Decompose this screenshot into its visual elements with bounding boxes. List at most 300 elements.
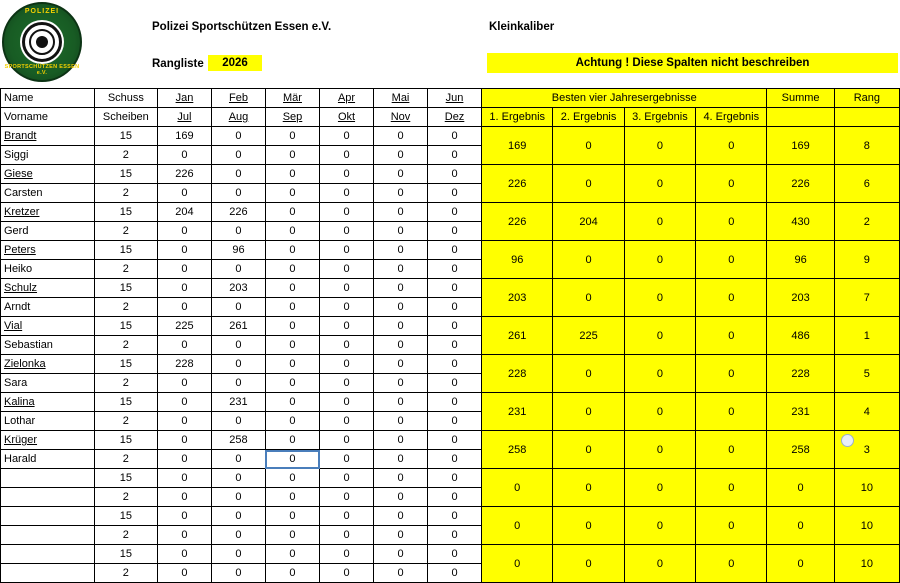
- row-month-2-5[interactable]: 0: [374, 146, 428, 165]
- row-schuss[interactable]: 15: [94, 545, 157, 564]
- row-schuss[interactable]: 15: [94, 203, 157, 222]
- row-month-2-4[interactable]: 0: [320, 146, 374, 165]
- row-month-1-6[interactable]: 0: [428, 127, 482, 146]
- row-summe: 0: [767, 469, 834, 507]
- row-month-1-4[interactable]: 0: [320, 469, 374, 488]
- row-month-1-4[interactable]: 0: [320, 545, 374, 564]
- row-month-1-5[interactable]: 0: [374, 469, 428, 488]
- row-best-1: 169: [482, 127, 553, 165]
- row-best-2: 0: [553, 393, 624, 431]
- row-best-1: 231: [482, 393, 553, 431]
- row-month-2-5[interactable]: 0: [374, 222, 428, 241]
- row-month-2-2[interactable]: 0: [211, 526, 265, 545]
- header-schuss: Schuss: [94, 89, 157, 108]
- table-row[interactable]: [1, 355, 900, 374]
- row-vorname[interactable]: Lothar: [1, 412, 95, 431]
- row-scheiben[interactable]: 2: [94, 412, 157, 431]
- row-month-2-5[interactable]: 0: [374, 336, 428, 355]
- row-month-1-2[interactable]: 0: [211, 165, 265, 184]
- row-month-2-3[interactable]: 0: [265, 488, 319, 507]
- row-month-1-6[interactable]: 0: [428, 545, 482, 564]
- row-name[interactable]: [1, 507, 95, 526]
- row-month-1-2[interactable]: 261: [211, 317, 265, 336]
- row-month-2-3[interactable]: 0: [265, 526, 319, 545]
- row-best-4: 0: [696, 393, 767, 431]
- row-month-2-1[interactable]: 0: [157, 450, 211, 469]
- header-best-4: 4. Ergebnis: [696, 108, 767, 127]
- row-month-1-6[interactable]: 0: [428, 165, 482, 184]
- row-schuss[interactable]: 15: [94, 469, 157, 488]
- row-best-3: 0: [624, 241, 695, 279]
- row-summe: 0: [767, 507, 834, 545]
- row-summe: 0: [767, 545, 834, 583]
- row-month-2-2[interactable]: 0: [211, 146, 265, 165]
- row-month-1-1[interactable]: 169: [157, 127, 211, 146]
- row-rang: 2: [834, 203, 899, 241]
- row-month-1-3[interactable]: 0: [265, 279, 319, 298]
- row-month-1-5[interactable]: 0: [374, 279, 428, 298]
- row-rang: 5: [834, 355, 899, 393]
- warning-banner: Achtung ! Diese Spalten nicht beschreiben: [487, 53, 898, 73]
- row-scheiben[interactable]: 2: [94, 222, 157, 241]
- row-rang: 7: [834, 279, 899, 317]
- row-name[interactable]: Peters: [1, 241, 95, 260]
- row-month-1-6[interactable]: 0: [428, 241, 482, 260]
- table-header-row-1: [1, 89, 900, 108]
- row-rang: 9: [834, 241, 899, 279]
- row-best-2: 225: [553, 317, 624, 355]
- header2-okt: Okt: [320, 108, 374, 127]
- row-month-1-6[interactable]: 0: [428, 431, 482, 450]
- row-month-1-2[interactable]: 96: [211, 241, 265, 260]
- year-cell[interactable]: 2026: [208, 55, 262, 71]
- table-row[interactable]: [1, 393, 900, 412]
- row-best-1: 0: [482, 545, 553, 583]
- row-month-2-4[interactable]: 0: [320, 564, 374, 583]
- header-best-1: 1. Ergebnis: [482, 108, 553, 127]
- row-month-1-5[interactable]: 0: [374, 317, 428, 336]
- row-month-1-4[interactable]: 0: [320, 279, 374, 298]
- row-rang: 3: [834, 431, 899, 469]
- row-name[interactable]: Krüger: [1, 431, 95, 450]
- row-month-2-1[interactable]: 0: [157, 374, 211, 393]
- row-vorname[interactable]: [1, 488, 95, 507]
- row-month-1-2[interactable]: 203: [211, 279, 265, 298]
- header-jan: Jan: [157, 89, 211, 108]
- row-month-1-3[interactable]: 0: [265, 507, 319, 526]
- table-row[interactable]: [1, 317, 900, 336]
- row-month-2-4[interactable]: 0: [320, 412, 374, 431]
- row-best-3: 0: [624, 317, 695, 355]
- row-month-2-4[interactable]: 0: [320, 526, 374, 545]
- row-schuss[interactable]: 15: [94, 279, 157, 298]
- row-month-2-4[interactable]: 0: [320, 336, 374, 355]
- row-month-2-3[interactable]: 0: [265, 450, 319, 469]
- row-rang: 6: [834, 165, 899, 203]
- row-schuss[interactable]: 15: [94, 127, 157, 146]
- row-name[interactable]: Giese: [1, 165, 95, 184]
- row-scheiben[interactable]: 2: [94, 488, 157, 507]
- row-month-2-1[interactable]: 0: [157, 222, 211, 241]
- header2-nov: Nov: [374, 108, 428, 127]
- row-month-1-3[interactable]: 0: [265, 241, 319, 260]
- row-best-2: 0: [553, 279, 624, 317]
- row-best-1: 203: [482, 279, 553, 317]
- comment-indicator-icon: [841, 434, 854, 447]
- table-header-row-2: [1, 108, 900, 127]
- row-month-1-5[interactable]: 0: [374, 355, 428, 374]
- row-summe: 430: [767, 203, 834, 241]
- row-month-2-6[interactable]: 0: [428, 412, 482, 431]
- row-best-4: 0: [696, 507, 767, 545]
- row-month-1-4[interactable]: 0: [320, 317, 374, 336]
- table-row[interactable]: [1, 507, 900, 526]
- row-month-2-2[interactable]: 0: [211, 412, 265, 431]
- row-month-2-4[interactable]: 0: [320, 260, 374, 279]
- row-month-2-1[interactable]: 0: [157, 184, 211, 203]
- row-best-1: 228: [482, 355, 553, 393]
- row-month-2-5[interactable]: 0: [374, 184, 428, 203]
- row-month-2-5[interactable]: 0: [374, 374, 428, 393]
- header-summe-spacer: [767, 108, 834, 127]
- row-best-1: 0: [482, 507, 553, 545]
- row-vorname[interactable]: Gerd: [1, 222, 95, 241]
- row-best-1: 261: [482, 317, 553, 355]
- row-month-2-5[interactable]: 0: [374, 298, 428, 317]
- row-schuss[interactable]: 15: [94, 431, 157, 450]
- table-row[interactable]: [1, 241, 900, 260]
- row-summe: 258: [767, 431, 834, 469]
- row-month-1-1[interactable]: 225: [157, 317, 211, 336]
- row-name[interactable]: Zielonka: [1, 355, 95, 374]
- row-month-1-3[interactable]: 0: [265, 317, 319, 336]
- row-month-1-6[interactable]: 0: [428, 393, 482, 412]
- row-best-2: 0: [553, 241, 624, 279]
- row-name[interactable]: Schulz: [1, 279, 95, 298]
- row-month-1-4[interactable]: 0: [320, 127, 374, 146]
- row-month-1-6[interactable]: 0: [428, 279, 482, 298]
- row-month-1-2[interactable]: 0: [211, 507, 265, 526]
- row-best-3: 0: [624, 545, 695, 583]
- row-month-1-4[interactable]: 0: [320, 203, 374, 222]
- table-row[interactable]: [1, 545, 900, 564]
- row-best-3: 0: [624, 279, 695, 317]
- row-vorname[interactable]: Sebastian: [1, 336, 95, 355]
- row-name[interactable]: Kalina: [1, 393, 95, 412]
- row-month-2-6[interactable]: 0: [428, 564, 482, 583]
- row-best-4: 0: [696, 203, 767, 241]
- row-best-4: 0: [696, 355, 767, 393]
- row-schuss[interactable]: 15: [94, 507, 157, 526]
- row-rang: 1: [834, 317, 899, 355]
- header-name: Name: [1, 89, 95, 108]
- row-month-1-1[interactable]: 0: [157, 393, 211, 412]
- row-month-2-4[interactable]: 0: [320, 374, 374, 393]
- row-vorname[interactable]: Heiko: [1, 260, 95, 279]
- row-scheiben[interactable]: 2: [94, 526, 157, 545]
- row-summe: 203: [767, 279, 834, 317]
- row-month-2-3[interactable]: 0: [265, 260, 319, 279]
- row-month-1-1[interactable]: 228: [157, 355, 211, 374]
- row-month-1-5[interactable]: 0: [374, 241, 428, 260]
- row-month-2-6[interactable]: 0: [428, 146, 482, 165]
- header2-dez: Dez: [428, 108, 482, 127]
- row-scheiben[interactable]: 2: [94, 260, 157, 279]
- row-month-1-2[interactable]: 258: [211, 431, 265, 450]
- row-best-4: 0: [696, 279, 767, 317]
- row-month-1-5[interactable]: 0: [374, 165, 428, 184]
- row-month-2-1[interactable]: 0: [157, 298, 211, 317]
- row-summe: 486: [767, 317, 834, 355]
- row-month-2-4[interactable]: 0: [320, 222, 374, 241]
- row-month-1-3[interactable]: 0: [265, 393, 319, 412]
- row-rang: 4: [834, 393, 899, 431]
- rangliste-table: [0, 88, 900, 583]
- logo-top-text: POLIZEI: [24, 8, 60, 15]
- row-month-2-6[interactable]: 0: [428, 526, 482, 545]
- table-row[interactable]: [1, 203, 900, 222]
- row-month-1-5[interactable]: 0: [374, 507, 428, 526]
- row-scheiben[interactable]: 2: [94, 336, 157, 355]
- row-month-1-2[interactable]: 231: [211, 393, 265, 412]
- row-month-1-3[interactable]: 0: [265, 431, 319, 450]
- row-month-2-4[interactable]: 0: [320, 450, 374, 469]
- header-mai: Mai: [374, 89, 428, 108]
- row-scheiben[interactable]: 2: [94, 450, 157, 469]
- row-best-4: 0: [696, 165, 767, 203]
- row-month-2-6[interactable]: 0: [428, 488, 482, 507]
- row-month-1-4[interactable]: 0: [320, 507, 374, 526]
- row-schuss[interactable]: 15: [94, 241, 157, 260]
- row-vorname[interactable]: Siggi: [1, 146, 95, 165]
- club-logo: [2, 2, 82, 82]
- row-month-2-4[interactable]: 0: [320, 184, 374, 203]
- row-month-1-1[interactable]: 0: [157, 469, 211, 488]
- row-month-1-5[interactable]: 0: [374, 545, 428, 564]
- row-month-1-4[interactable]: 0: [320, 355, 374, 374]
- row-vorname[interactable]: [1, 526, 95, 545]
- row-vorname[interactable]: [1, 564, 95, 583]
- row-month-1-1[interactable]: 0: [157, 431, 211, 450]
- row-month-1-1[interactable]: 204: [157, 203, 211, 222]
- table-row[interactable]: [1, 469, 900, 488]
- row-summe: 96: [767, 241, 834, 279]
- row-month-1-5[interactable]: 0: [374, 127, 428, 146]
- row-best-1: 226: [482, 165, 553, 203]
- table-row[interactable]: [1, 127, 900, 146]
- row-scheiben[interactable]: 2: [94, 564, 157, 583]
- row-month-1-2[interactable]: 0: [211, 469, 265, 488]
- row-month-2-3[interactable]: 0: [265, 298, 319, 317]
- header-best-3: 3. Ergebnis: [624, 108, 695, 127]
- row-month-1-1[interactable]: 0: [157, 545, 211, 564]
- row-month-1-3[interactable]: 0: [265, 203, 319, 222]
- row-month-2-6[interactable]: 0: [428, 260, 482, 279]
- row-month-2-6[interactable]: 0: [428, 450, 482, 469]
- row-month-1-5[interactable]: 0: [374, 393, 428, 412]
- row-best-3: 0: [624, 431, 695, 469]
- row-best-2: 0: [553, 469, 624, 507]
- row-best-2: 0: [553, 355, 624, 393]
- row-month-2-5[interactable]: 0: [374, 260, 428, 279]
- row-month-2-3[interactable]: 0: [265, 146, 319, 165]
- row-best-4: 0: [696, 241, 767, 279]
- row-rang: 10: [834, 545, 899, 583]
- row-month-1-3[interactable]: 0: [265, 545, 319, 564]
- row-vorname[interactable]: Harald: [1, 450, 95, 469]
- row-month-1-2[interactable]: 226: [211, 203, 265, 222]
- row-best-4: 0: [696, 469, 767, 507]
- row-month-2-4[interactable]: 0: [320, 488, 374, 507]
- row-vorname[interactable]: Carsten: [1, 184, 95, 203]
- row-schuss[interactable]: 15: [94, 393, 157, 412]
- row-month-1-1[interactable]: 0: [157, 279, 211, 298]
- row-scheiben[interactable]: 2: [94, 374, 157, 393]
- row-month-1-1[interactable]: 0: [157, 241, 211, 260]
- best-group-title: Besten vier Jahresergebnisse: [482, 89, 767, 108]
- row-month-2-3[interactable]: 0: [265, 412, 319, 431]
- row-month-1-4[interactable]: 0: [320, 241, 374, 260]
- row-month-2-5[interactable]: 0: [374, 526, 428, 545]
- row-best-2: 0: [553, 545, 624, 583]
- rangliste-label: Rangliste: [152, 58, 204, 70]
- row-month-2-1[interactable]: 0: [157, 564, 211, 583]
- row-month-2-6[interactable]: 0: [428, 336, 482, 355]
- row-month-2-1[interactable]: 0: [157, 336, 211, 355]
- row-scheiben[interactable]: 2: [94, 146, 157, 165]
- row-month-1-3[interactable]: 0: [265, 469, 319, 488]
- row-month-2-4[interactable]: 0: [320, 298, 374, 317]
- row-month-1-6[interactable]: 0: [428, 507, 482, 526]
- row-month-1-6[interactable]: 0: [428, 355, 482, 374]
- row-best-3: 0: [624, 203, 695, 241]
- row-month-2-6[interactable]: 0: [428, 298, 482, 317]
- row-month-2-2[interactable]: 0: [211, 336, 265, 355]
- row-month-2-2[interactable]: 0: [211, 374, 265, 393]
- header-rang: Rang: [834, 89, 899, 108]
- row-month-1-6[interactable]: 0: [428, 203, 482, 222]
- row-rang: 10: [834, 469, 899, 507]
- row-month-1-6[interactable]: 0: [428, 469, 482, 488]
- row-month-1-3[interactable]: 0: [265, 127, 319, 146]
- row-summe: 169: [767, 127, 834, 165]
- row-best-4: 0: [696, 545, 767, 583]
- row-month-2-5[interactable]: 0: [374, 450, 428, 469]
- row-month-2-3[interactable]: 0: [265, 336, 319, 355]
- row-best-1: 258: [482, 431, 553, 469]
- header2-sep: Sep: [265, 108, 319, 127]
- row-month-2-2[interactable]: 0: [211, 450, 265, 469]
- row-month-2-6[interactable]: 0: [428, 222, 482, 241]
- row-month-2-1[interactable]: 0: [157, 146, 211, 165]
- club-title: Polizei Sportschützen Essen e.V.: [152, 21, 332, 33]
- row-month-1-4[interactable]: 0: [320, 165, 374, 184]
- row-month-1-3[interactable]: 0: [265, 355, 319, 374]
- row-month-2-1[interactable]: 0: [157, 488, 211, 507]
- table-row[interactable]: [1, 165, 900, 184]
- discipline-title: Kleinkaliber: [489, 21, 555, 33]
- row-month-2-5[interactable]: 0: [374, 564, 428, 583]
- row-summe: 226: [767, 165, 834, 203]
- row-name[interactable]: Vial: [1, 317, 95, 336]
- header-feb: Feb: [211, 89, 265, 108]
- row-name[interactable]: Brandt: [1, 127, 95, 146]
- row-vorname[interactable]: Sara: [1, 374, 95, 393]
- row-month-2-2[interactable]: 0: [211, 298, 265, 317]
- row-month-2-2[interactable]: 0: [211, 260, 265, 279]
- row-month-2-3[interactable]: 0: [265, 184, 319, 203]
- row-rang: 10: [834, 507, 899, 545]
- row-month-2-3[interactable]: 0: [265, 564, 319, 583]
- row-month-2-6[interactable]: 0: [428, 374, 482, 393]
- header2-scheiben: Scheiben: [94, 108, 157, 127]
- row-summe: 228: [767, 355, 834, 393]
- header-summe: Summe: [767, 89, 834, 108]
- row-month-2-1[interactable]: 0: [157, 526, 211, 545]
- row-month-1-4[interactable]: 0: [320, 431, 374, 450]
- sheet-header: [0, 0, 900, 88]
- row-schuss[interactable]: 15: [94, 355, 157, 374]
- row-scheiben[interactable]: 2: [94, 298, 157, 317]
- row-month-2-6[interactable]: 0: [428, 184, 482, 203]
- row-month-2-5[interactable]: 0: [374, 412, 428, 431]
- row-best-3: 0: [624, 127, 695, 165]
- row-best-3: 0: [624, 507, 695, 545]
- row-month-1-3[interactable]: 0: [265, 165, 319, 184]
- row-month-2-3[interactable]: 0: [265, 222, 319, 241]
- row-month-1-5[interactable]: 0: [374, 431, 428, 450]
- row-best-2: 204: [553, 203, 624, 241]
- header-best-2: 2. Ergebnis: [553, 108, 624, 127]
- row-name[interactable]: [1, 469, 95, 488]
- row-month-1-1[interactable]: 0: [157, 507, 211, 526]
- table-row[interactable]: [1, 431, 900, 450]
- header2-vorname: Vorname: [1, 108, 95, 127]
- row-month-2-2[interactable]: 0: [211, 488, 265, 507]
- row-month-1-4[interactable]: 0: [320, 393, 374, 412]
- row-month-1-6[interactable]: 0: [428, 317, 482, 336]
- row-month-1-2[interactable]: 0: [211, 127, 265, 146]
- row-month-2-2[interactable]: 0: [211, 564, 265, 583]
- row-scheiben[interactable]: 2: [94, 184, 157, 203]
- row-month-1-1[interactable]: 226: [157, 165, 211, 184]
- row-schuss[interactable]: 15: [94, 165, 157, 184]
- row-best-2: 0: [553, 431, 624, 469]
- row-month-2-3[interactable]: 0: [265, 374, 319, 393]
- row-month-2-1[interactable]: 0: [157, 412, 211, 431]
- header2-aug: Aug: [211, 108, 265, 127]
- row-month-2-2[interactable]: 0: [211, 222, 265, 241]
- table-row[interactable]: [1, 279, 900, 298]
- row-month-2-2[interactable]: 0: [211, 184, 265, 203]
- row-name[interactable]: Kretzer: [1, 203, 95, 222]
- header2-jul: Jul: [157, 108, 211, 127]
- row-month-1-2[interactable]: 0: [211, 355, 265, 374]
- row-best-1: 226: [482, 203, 553, 241]
- row-month-2-1[interactable]: 0: [157, 260, 211, 279]
- row-month-1-5[interactable]: 0: [374, 203, 428, 222]
- target-icon: [22, 22, 62, 62]
- row-schuss[interactable]: 15: [94, 317, 157, 336]
- row-month-2-5[interactable]: 0: [374, 488, 428, 507]
- row-vorname[interactable]: Arndt: [1, 298, 95, 317]
- row-best-4: 0: [696, 317, 767, 355]
- row-name[interactable]: [1, 545, 95, 564]
- row-summe: 231: [767, 393, 834, 431]
- table-body: [1, 89, 900, 583]
- row-best-3: 0: [624, 393, 695, 431]
- row-month-1-2[interactable]: 0: [211, 545, 265, 564]
